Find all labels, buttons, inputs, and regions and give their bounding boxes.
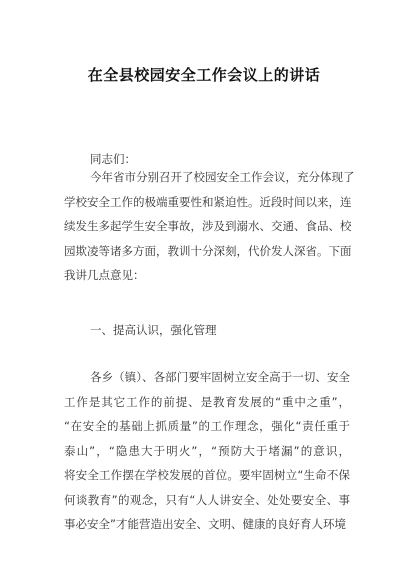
paragraph-line: 学校安全工作的极端重要性和紧迫性。近段时间以来，连 <box>64 194 352 209</box>
paragraph-line: 我讲几点意见： <box>64 268 145 282</box>
paragraph-line: 续发生多起学生安全事故，涉及到溺水、交通、食品、校 <box>64 219 352 233</box>
paragraph-line: 何谈教育”的观念，只有“人人讲安全、处处要安全、事 <box>64 492 350 507</box>
paragraph-line: 工作是其它工作的前提、是教育发展的“重中之重”， <box>64 394 350 409</box>
paragraph-line: 园欺凌等诸多方面，教训十分深刻，代价发人深省。下面 <box>64 243 352 258</box>
paragraph-intro <box>64 165 355 288</box>
document-title: 在全县校园安全工作会议上的讲话 <box>87 66 321 84</box>
paragraph-line: 泰山”，“隐患大于明火”，“预防大于堵漏”的意识， <box>64 443 350 458</box>
paragraph-line: 各乡（镇）、各部门要牢固树立安全高于一切、安全 <box>90 370 350 384</box>
paragraph-line: 将安全工作摆在学校发展的首位。要牢固树立“生命不保 <box>64 468 350 482</box>
paragraph-body <box>64 365 350 537</box>
paragraph-line: “在安全的基础上抓质量”的工作理念，强化“责任重于 <box>64 419 350 433</box>
section-heading: 一、提高认识，强化管理 <box>90 323 217 337</box>
salutation: 同志们： <box>90 152 136 166</box>
paragraph-line: 今年省市分别召开了校园安全工作会议，充分体现了 <box>90 170 355 184</box>
paragraph-line: 事必安全”才能营造出安全、文明、健康的良好育人环境 <box>64 517 346 531</box>
